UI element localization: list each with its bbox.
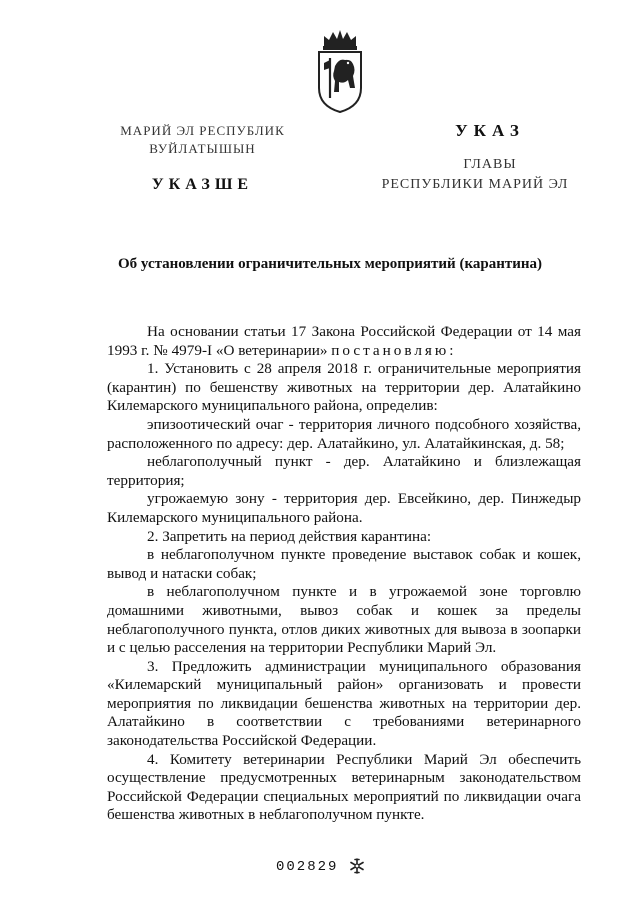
paragraph-1a: эпизоотический очаг - территория личного подсобного хозяйства, расположенного по адресу: дер. Алатайкино, ул. Алатайкинская, д. 58; <box>107 415 581 452</box>
header-left-title: УКАЗШЕ <box>151 176 254 193</box>
paragraph-3: 3. Предложить администрации муниципального образования «Килемарский муниципальный район» организовать и провести мероприятия по ликвидации бешенства животных на территории дер. Алатайкино в соответствии с требованиями ветеринарного законодательства Российской Федерации. <box>107 657 581 750</box>
decree-title: Об установлении ограничительных мероприятий (карантина) <box>117 256 542 272</box>
paragraph-2a: в неблагополучном пункте проведение выставок собак и кошек, вывод и натаски собак; <box>107 546 581 582</box>
paragraph-2b: в неблагополучном пункте и в угрожаемой зоне торговлю домашними животными, вывоз собак и кошек за пределы неблагополучного пункта, отлов диких животных для вывоза в зоопарки и с целью расселения на территории Республики Марий Эл. <box>107 583 581 657</box>
paragraph-1c: угрожаемую зону - территория дер. Евсейкино, дер. Пинжедыр Килемарского муниципального района. <box>107 490 581 526</box>
decree-body <box>107 323 581 825</box>
coat-of-arms-icon <box>315 26 365 114</box>
paragraph-4: 4. Комитету ветеринарии Республики Марий Эл обеспечить осуществление предусмотренных ветеринарным законодательством Российской Федерации специальных мероприятий по ликвидации очага бешенства животных в неблагополучном пункте. <box>107 750 581 824</box>
header-right-line1: ГЛАВЫ <box>463 157 517 172</box>
header-right-line2: РЕСПУБЛИКИ МАРИЙ ЭЛ <box>381 177 569 192</box>
paragraph-1b: неблагополучный пункт - дер. Алатайкино и близлежащая территория; <box>107 453 581 489</box>
intro-text: На основании статьи 17 Закона Российской Федерации от 14 мая 1993 г. № 4979-I «О ветеринарии» <box>107 323 581 359</box>
paragraph-2: 2. Запретить на период действия карантина: <box>147 527 432 545</box>
paragraph-1: 1. Установить с 28 апреля 2018 г. ограничительные мероприятия (карантин) по бешенству животных на территории дер. Алатайкино Килемарского муниципального района, определив: <box>107 360 581 415</box>
serial-number: 002829 <box>276 859 339 875</box>
header-left-line1: МАРИЙ ЭЛ РЕСПУБЛИК <box>120 123 285 138</box>
header-left-line2: ВУЙЛАТЫШЫН <box>149 141 256 156</box>
intro-decree-word: постановляю: <box>331 341 457 359</box>
snowflake-mark-icon <box>348 857 366 875</box>
header-right-title: УКАЗ <box>455 121 525 140</box>
intro-paragraph <box>107 323 581 360</box>
